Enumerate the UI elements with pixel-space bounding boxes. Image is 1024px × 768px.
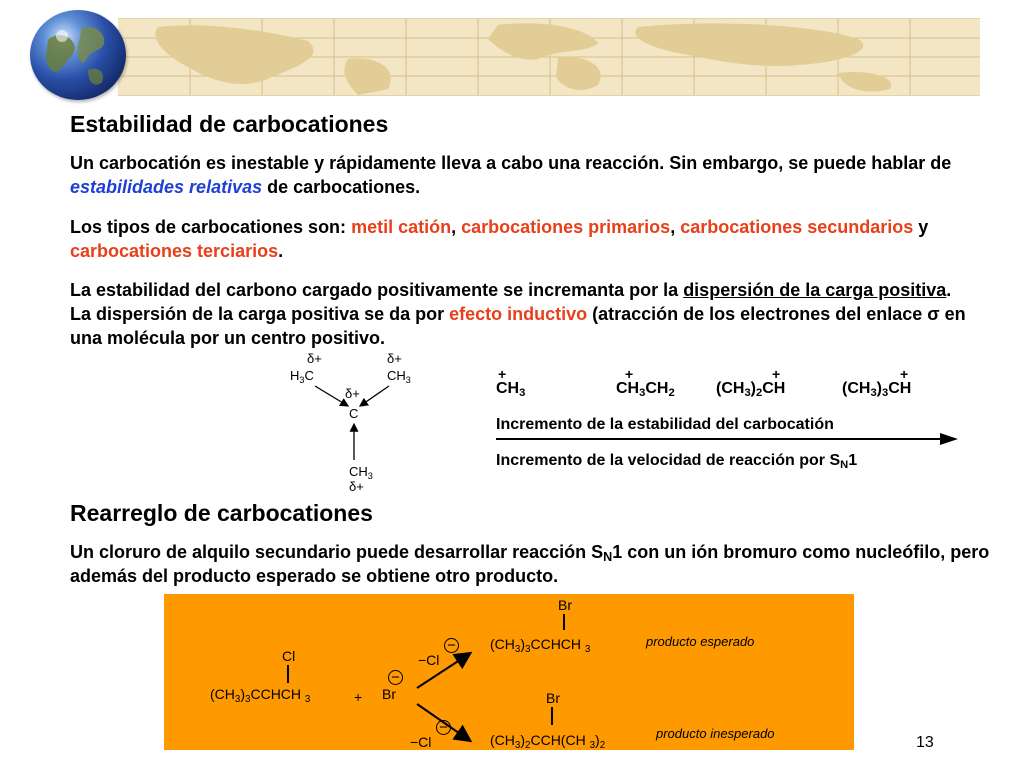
secondary-cation: $(CH_3)_2CH$: [716, 380, 786, 399]
text: Un cloruro de alquilo secundario puede desarrollar reacción S: [70, 542, 604, 562]
text: CH: [387, 368, 406, 383]
plus-sign: +: [354, 689, 363, 705]
paragraph-dispersion: [70, 278, 975, 350]
bond-line: [285, 665, 291, 683]
reactant-formula: $(CH_3)_3CCHCH$ $_3$: [210, 686, 311, 705]
underlined-text: dispersión de la carga positiva: [683, 280, 947, 300]
leaving-chloride-2: −Cl: [410, 734, 432, 750]
methyl-cation: $CH_3$: [496, 380, 526, 399]
bond-line: [561, 614, 567, 630]
paragraph-types: [70, 215, 1005, 263]
reaction-scheme: [164, 594, 854, 750]
product1-br: Br: [558, 597, 572, 613]
globe-logo: [30, 10, 126, 100]
delta-plus-bottom: δ+: [349, 479, 364, 494]
charge-plus: +: [498, 366, 507, 382]
leaving-chloride: −Cl: [418, 652, 440, 668]
sigma-symbol: σ: [927, 304, 940, 324]
text: . La dispersión de la carga positiva se da por: [70, 280, 952, 324]
section-title-estabilidad: Estabilidad de carbocationes: [70, 111, 389, 137]
separator: y: [913, 217, 929, 237]
increase-arrow: [496, 432, 966, 446]
reactant-cl: Cl: [282, 648, 296, 664]
subscript: N: [603, 550, 613, 564]
charge-plus: +: [772, 366, 781, 382]
text: C: [304, 368, 314, 383]
emphasis-text: estabilidades relativas: [70, 177, 263, 197]
type-secundarios: carbocationes secundarios: [680, 217, 914, 237]
type-primarios: carbocationes primarios: [461, 217, 671, 237]
subscript: 3: [299, 375, 305, 385]
carbocation-series: [496, 366, 976, 476]
text: (atracción de los electrones del enlace: [587, 304, 928, 324]
text: La estabilidad del carbono cargado positivamente se incremanta por la: [70, 280, 684, 300]
delta-plus-right: δ+: [387, 351, 402, 366]
section-title-rearreglo: Rearreglo de carbocationes: [70, 500, 373, 526]
product2-formula: $(CH_3)_2CCH(CH$ $_3)_2$: [490, 732, 606, 751]
charge-plus: +: [625, 366, 634, 382]
bond-line: [549, 707, 555, 725]
separator: .: [278, 241, 284, 261]
world-map-decoration: [118, 19, 980, 95]
globe-icon: [30, 10, 126, 100]
negative-charge-icon: −: [436, 720, 451, 735]
subscript: 3: [367, 471, 373, 481]
stability-label: Incremento de la estabilidad del carbocatión: [496, 416, 834, 433]
bromide-br: Br: [382, 686, 396, 702]
bond-arrows: [285, 350, 405, 498]
subscript: 3: [405, 375, 411, 385]
type-metil: metil catión: [351, 217, 452, 237]
text: 1: [848, 452, 858, 469]
paragraph-intro: [70, 151, 1000, 199]
subscript: N: [840, 459, 849, 471]
product2-br: Br: [546, 690, 560, 706]
unexpected-product-label: producto inesperado: [656, 726, 775, 741]
carbocation-structure: [285, 350, 411, 498]
page-number: 13: [916, 734, 934, 751]
text: Incremento de la velocidad de reacción por S: [496, 452, 841, 469]
expected-product-label: producto esperado: [646, 634, 755, 649]
paragraph-rearreglo: [70, 540, 1000, 588]
text: en una molécula por un centro positivo.: [70, 304, 966, 348]
primary-cation: $CH_3CH_2$: [616, 380, 675, 399]
text: de carbocationes.: [262, 177, 421, 197]
charge-plus: +: [900, 366, 909, 382]
product1-formula: $(CH_3)_3CCHCH$ $_3$: [490, 636, 591, 655]
text: CH: [349, 464, 368, 479]
efecto-inductivo: efecto inductivo: [449, 304, 588, 324]
central-carbon: C: [349, 406, 359, 421]
delta-plus-center: δ+: [345, 386, 360, 401]
text: Los tipos de carbocationes son:: [70, 217, 352, 237]
delta-plus-left: δ+: [307, 351, 322, 366]
negative-charge-icon: −: [444, 638, 459, 653]
rate-label: [496, 452, 857, 470]
separator: ,: [670, 217, 681, 237]
header-banner: [118, 18, 980, 96]
text: H: [290, 368, 300, 383]
tertiary-cation: $(CH_3)_3CH$: [842, 380, 912, 399]
text: 1 con un ión bromuro como nucleófilo, pero además del producto esperado se obtiene otro producto.: [70, 542, 990, 586]
type-terciarios: carbocationes terciarios: [70, 241, 279, 261]
separator: ,: [451, 217, 462, 237]
text: Un carbocatión es inestable y rápidamente lleva a cabo una reacción. Sin embargo, se puede hablar de: [70, 153, 952, 173]
negative-charge-icon: −: [388, 670, 403, 685]
